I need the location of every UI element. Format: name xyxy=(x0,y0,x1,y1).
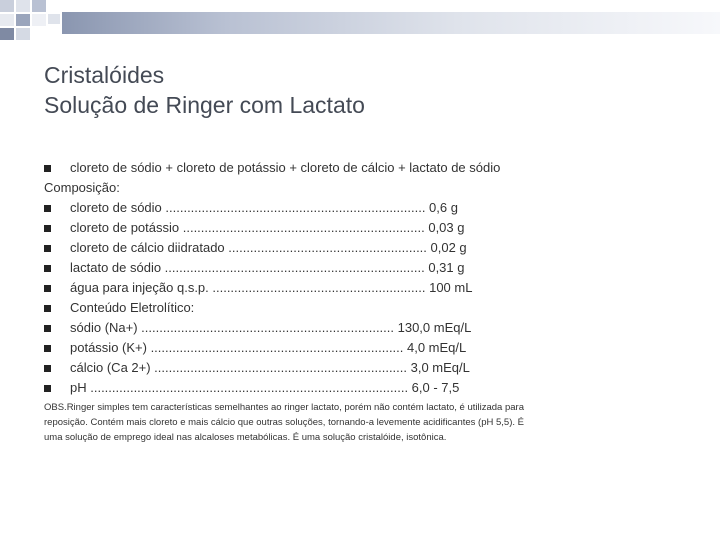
list-item xyxy=(44,378,684,398)
list-item xyxy=(44,238,684,258)
item-text: lactato de sódio ........................................................................ 0,31 g xyxy=(70,260,465,275)
decor-square xyxy=(0,14,14,26)
list-item xyxy=(44,358,684,378)
list-item xyxy=(44,158,684,178)
square-bullet-icon xyxy=(44,325,51,332)
list-item xyxy=(44,338,684,358)
title-line-2: Solução de Ringer com Lactato xyxy=(44,92,365,118)
square-bullet-icon xyxy=(44,285,51,292)
square-bullet-icon xyxy=(44,345,51,352)
square-bullet-icon xyxy=(44,265,51,272)
decor-square xyxy=(0,0,14,12)
obs-note: OBS.Ringer simples tem características semelhantes ao ringer lactato, porém não contém lactato, é utilizada para reposição. Contém mais cloreto e mais cálcio que outras soluções, tornando-a levemente acidificantes (pH 5,5). É uma solução de emprego ideal nas alcaloses metabólicas. É uma solução cristalóide, isotônica. xyxy=(44,402,524,443)
slide-title xyxy=(44,60,365,120)
list-item xyxy=(44,298,684,318)
item-text: sódio (Na+) ...................................................................... 130,0 mEq/L xyxy=(70,320,472,335)
slide-body xyxy=(44,158,684,445)
header-banner xyxy=(62,12,720,34)
list-item xyxy=(44,218,684,238)
item-text: cloreto de potássio ................................................................... 0,03 g xyxy=(70,220,465,235)
decor-square xyxy=(32,14,46,26)
square-bullet-icon xyxy=(44,385,51,392)
item-text: Conteúdo Eletrolítico: xyxy=(70,300,195,315)
item-text: cloreto de cálcio diidratado ....................................................... 0,02 g xyxy=(70,240,467,255)
decor-square xyxy=(16,14,30,26)
decor-square xyxy=(0,28,14,40)
decor-square xyxy=(16,28,30,40)
decor-square xyxy=(32,0,46,12)
list-item xyxy=(44,278,684,298)
item-text: cloreto de sódio ........................................................................ 0,6 g xyxy=(70,200,458,215)
item-text: pH ........................................................................................ 6,0 - 7,5 xyxy=(70,380,460,395)
square-bullet-icon xyxy=(44,245,51,252)
title-line-1: Cristalóides xyxy=(44,62,165,88)
list-item xyxy=(44,198,684,218)
decor-square xyxy=(48,14,60,24)
decor-square xyxy=(16,0,30,12)
square-bullet-icon xyxy=(44,305,51,312)
square-bullet-icon xyxy=(44,205,51,212)
list-item xyxy=(44,258,684,278)
intro-text: cloreto de sódio + cloreto de potássio + cloreto de cálcio + lactato de sódio xyxy=(70,160,501,175)
list-item xyxy=(44,318,684,338)
item-text: água para injeção q.s.p. ........................................................... 100 mL xyxy=(70,280,473,295)
composition-label: Composição: xyxy=(44,180,120,195)
square-bullet-icon xyxy=(44,225,51,232)
item-text: potássio (K+) ...................................................................... 4,0 mEq/L xyxy=(70,340,467,355)
square-bullet-icon xyxy=(44,365,51,372)
square-bullet-icon xyxy=(44,165,51,172)
item-text: cálcio (Ca 2+) ...................................................................... 3,0 mEq/L xyxy=(70,360,470,375)
